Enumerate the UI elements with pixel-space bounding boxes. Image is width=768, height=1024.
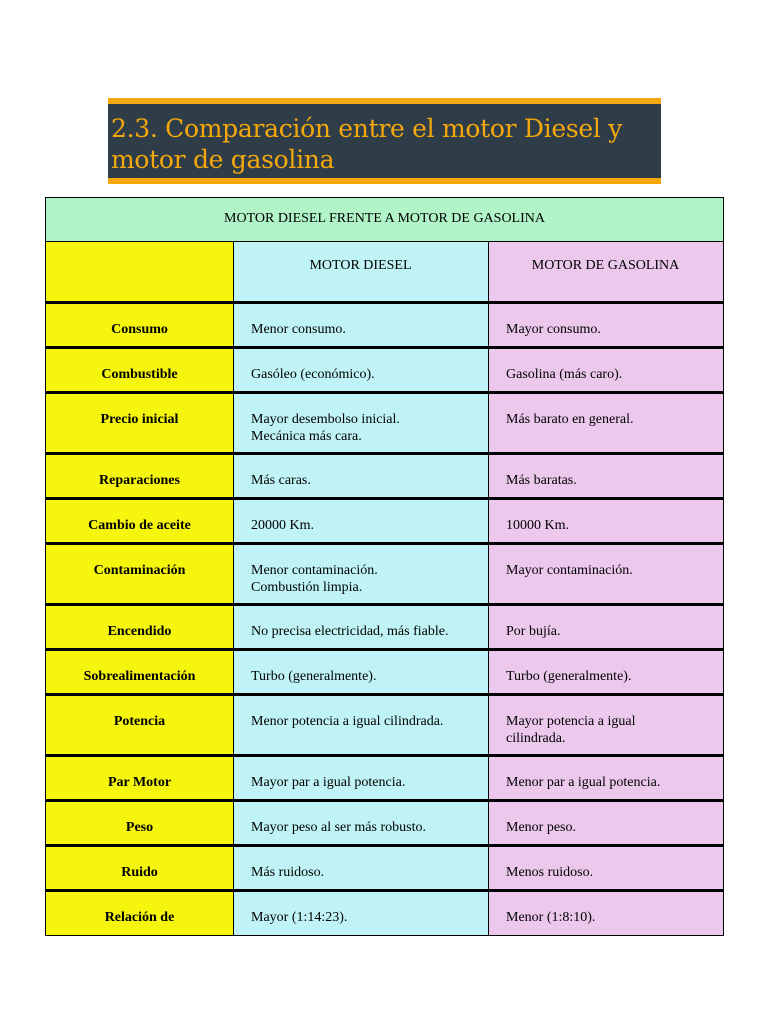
row-label: Encendido <box>46 605 234 650</box>
diesel-cell <box>234 846 489 891</box>
diesel-cell <box>234 756 489 801</box>
row-label: Contaminación <box>46 544 234 605</box>
table-row <box>46 801 724 846</box>
diesel-cell-line: Combustión limpia. <box>251 580 363 595</box>
table-row <box>46 605 724 650</box>
diesel-cell <box>234 605 489 650</box>
gasoline-cell <box>489 756 724 801</box>
gasoline-cell <box>489 348 724 393</box>
diesel-cell <box>234 499 489 544</box>
diesel-cell-line: Turbo (generalmente). <box>251 669 377 684</box>
diesel-cell <box>234 303 489 348</box>
gasoline-cell-line: Mayor consumo. <box>506 322 601 337</box>
column-header-empty <box>46 242 234 303</box>
gasoline-cell <box>489 605 724 650</box>
gasoline-cell <box>489 303 724 348</box>
table-row <box>46 348 724 393</box>
gasoline-cell <box>489 695 724 756</box>
diesel-cell-line: Menor contaminación. <box>251 563 378 578</box>
row-label: Sobrealimentación <box>46 650 234 695</box>
table-row <box>46 454 724 499</box>
gasoline-cell-line: Menos ruidoso. <box>506 865 594 880</box>
diesel-cell <box>234 393 489 454</box>
table-row <box>46 544 724 605</box>
table-row <box>46 891 724 936</box>
table-row <box>46 393 724 454</box>
gasoline-cell-line: Menor peso. <box>506 820 576 835</box>
gasoline-cell-line: Menor (1:8:10). <box>506 910 596 925</box>
comparison-table <box>45 197 724 936</box>
diesel-cell-line: 20000 Km. <box>251 518 314 533</box>
gasoline-cell-line: Mayor contaminación. <box>506 563 633 578</box>
gasoline-cell-line: Más baratas. <box>506 473 577 488</box>
diesel-cell-line: Mayor desembolso inicial. <box>251 412 400 427</box>
diesel-cell <box>234 695 489 756</box>
table-row <box>46 303 724 348</box>
row-label: Potencia <box>46 695 234 756</box>
row-label: Par Motor <box>46 756 234 801</box>
gasoline-cell-line: Más barato en general. <box>506 412 634 427</box>
diesel-cell-line: Gasóleo (económico). <box>251 367 375 382</box>
diesel-cell <box>234 891 489 936</box>
gasoline-cell-line: cilindrada. <box>506 731 566 746</box>
row-label: Ruido <box>46 846 234 891</box>
section-title-line-2: motor de gasolina <box>111 145 335 174</box>
diesel-cell-line: Más caras. <box>251 473 311 488</box>
diesel-cell-line: Mayor peso al ser más robusto. <box>251 820 426 835</box>
gasoline-cell-line: 10000 Km. <box>506 518 569 533</box>
gasoline-cell <box>489 846 724 891</box>
gasoline-cell <box>489 393 724 454</box>
table-row <box>46 846 724 891</box>
gasoline-cell-line: Menor par a igual potencia. <box>506 775 661 790</box>
diesel-cell-line: Más ruidoso. <box>251 865 325 880</box>
gasoline-cell <box>489 544 724 605</box>
diesel-cell-line: Mayor par a igual potencia. <box>251 775 406 790</box>
section-title-line-1: 2.3. Comparación entre el motor Diesel y <box>111 114 623 143</box>
gasoline-cell <box>489 499 724 544</box>
table-row <box>46 695 724 756</box>
row-label: Precio inicial <box>46 393 234 454</box>
table-row <box>46 499 724 544</box>
diesel-cell <box>234 801 489 846</box>
row-label: Relación de <box>46 891 234 936</box>
section-title <box>111 113 651 175</box>
table-row <box>46 756 724 801</box>
column-header-diesel: MOTOR DIESEL <box>234 242 489 303</box>
gasoline-cell-line: Turbo (generalmente). <box>506 669 632 684</box>
column-header-gasoline: MOTOR DE GASOLINA <box>489 242 724 303</box>
row-label: Peso <box>46 801 234 846</box>
table-row <box>46 650 724 695</box>
diesel-cell <box>234 544 489 605</box>
gasoline-cell-line: Por bujía. <box>506 624 561 639</box>
gasoline-cell <box>489 801 724 846</box>
row-label: Combustible <box>46 348 234 393</box>
gasoline-cell-line: Mayor potencia a igual <box>506 714 636 729</box>
gasoline-cell-line: Gasolina (más caro). <box>506 367 623 382</box>
table-main-header: MOTOR DIESEL FRENTE A MOTOR DE GASOLINA <box>46 198 724 242</box>
diesel-cell-line: Mayor (1:14:23). <box>251 910 348 925</box>
diesel-cell <box>234 650 489 695</box>
diesel-cell <box>234 348 489 393</box>
row-label: Consumo <box>46 303 234 348</box>
gasoline-cell <box>489 650 724 695</box>
gasoline-cell <box>489 891 724 936</box>
section-title-banner <box>108 98 661 184</box>
diesel-cell-line: Menor potencia a igual cilindrada. <box>251 714 444 729</box>
diesel-cell-line: Menor consumo. <box>251 322 346 337</box>
row-label: Reparaciones <box>46 454 234 499</box>
gasoline-cell <box>489 454 724 499</box>
diesel-cell-line: No precisa electricidad, más fiable. <box>251 624 449 639</box>
diesel-cell-line: Mecánica más cara. <box>251 429 362 444</box>
row-label: Cambio de aceite <box>46 499 234 544</box>
diesel-cell <box>234 454 489 499</box>
